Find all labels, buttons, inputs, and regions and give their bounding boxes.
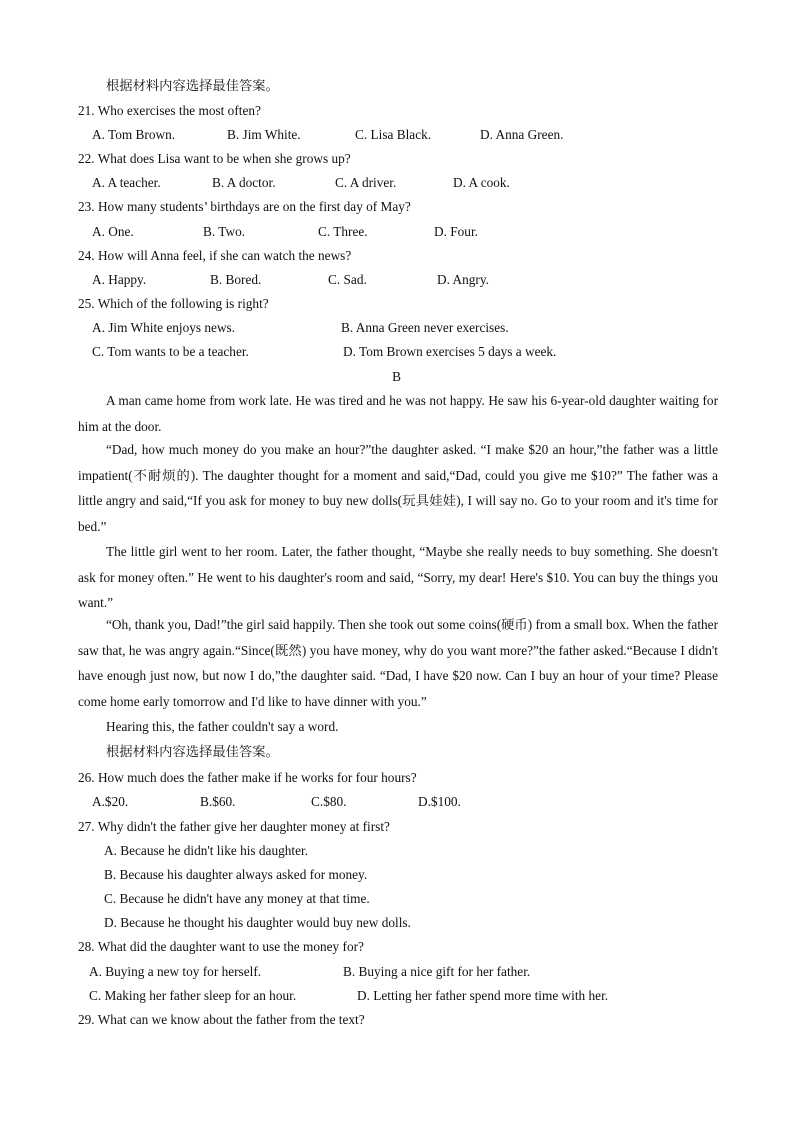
paragraph-text: “Dad, how much money do you make an hour?”the daughter asked. “I make $20 an hour,”the father was a little impatient(不耐烦的). The daughter thought for a moment and said,“Dad, could you give me $10?” The father was a little angry and said,“If you ask for money to buy new dolls(玩具娃娃), I will say no. Go to your room and it's time for bed.” (78, 442, 718, 534)
option-c[interactable]: C. Lisa Black. (355, 127, 432, 142)
option-a[interactable]: A. Tom Brown. (92, 127, 176, 142)
paragraph-text: A man came home from work late. He was tired and he was not happy. He saw his 6-year-old daughter waiting for him at the door. (78, 393, 718, 434)
option-a[interactable]: A. Jim White enjoys news. (92, 320, 236, 335)
option-c[interactable]: C. Because he didn't have any money at that time. (104, 891, 370, 906)
question-stem: 23. How many students’ birthdays are on the first day of May? (78, 199, 411, 214)
option-a[interactable]: A. Because he didn't like his daughter. (104, 843, 309, 858)
question-stem: 25. Which of the following is right? (78, 296, 269, 311)
passage-paragraph (78, 714, 718, 740)
option-c[interactable]: C. Tom wants to be a teacher. (92, 344, 249, 359)
option-b[interactable]: B. Because his daughter always asked for money. (104, 867, 368, 882)
option-d[interactable]: D. Anna Green. (480, 127, 564, 142)
option-b[interactable]: B.$60. (200, 794, 236, 809)
paragraph-text: The little girl went to her room. Later, the father thought, “Maybe she really needs to buy something. She doesn't ask for money often.” He went to his daughter's room and said, “Sorry, my dear! Here's $10. You can buy the things you want.” (78, 544, 718, 610)
option-a[interactable]: A. Buying a new toy for herself. (89, 964, 262, 979)
option-a[interactable]: A. A teacher. (92, 175, 161, 190)
option-d[interactable]: D. Letting her father spend more time with her. (357, 988, 609, 1003)
section-heading: B (392, 369, 401, 384)
option-b[interactable]: B. Bored. (210, 272, 262, 287)
option-d[interactable]: D. Angry. (437, 272, 489, 287)
option-c[interactable]: C.$80. (311, 794, 347, 809)
option-a[interactable]: A.$20. (92, 794, 129, 809)
question-stem: 21. Who exercises the most often? (78, 103, 261, 118)
option-b[interactable]: B. Anna Green never exercises. (341, 320, 509, 335)
option-b[interactable]: B. Jim White. (227, 127, 301, 142)
question-stem: 29. What can we know about the father from the text? (78, 1012, 365, 1027)
option-c[interactable]: C. A driver. (335, 175, 397, 190)
option-a[interactable]: A. Happy. (92, 272, 147, 287)
question-stem: 28. What did the daughter want to use the money for? (78, 939, 364, 954)
question-stem: 24. How will Anna feel, if she can watch the news? (78, 248, 352, 263)
question-stem: 27. Why didn't the father give her daughter money at first? (78, 819, 390, 834)
option-b[interactable]: B. A doctor. (212, 175, 276, 190)
passage-paragraph (78, 388, 718, 439)
option-c[interactable]: C. Three. (318, 224, 368, 239)
option-d[interactable]: D. Tom Brown exercises 5 days a week. (343, 344, 557, 359)
option-b[interactable]: B. Two. (203, 224, 246, 239)
option-a[interactable]: A. One. (92, 224, 134, 239)
passage-paragraph (78, 612, 718, 714)
option-d[interactable]: D. Because he thought his daughter would buy new dolls. (104, 915, 411, 930)
paragraph-text: Hearing this, the father couldn't say a word. (106, 719, 339, 734)
option-c[interactable]: C. Sad. (328, 272, 367, 287)
option-c[interactable]: C. Making her father sleep for an hour. (89, 988, 297, 1003)
paragraph-text: “Oh, thank you, Dad!”the girl said happily. Then she took out some coins(硬币) from a small box. When the father saw that, he was angry again.“Since(既然) you have money, why do you want more?”the father asked.“Because I didn't have enough just now, but now I do,”the daughter said. “Dad, I have $20 now. Can I buy an hour of your time? Please come home early tomorrow and I'd like to have dinner with you.” (78, 617, 719, 709)
option-d[interactable]: D. A cook. (453, 175, 510, 190)
section-instruction: 根据材料内容选择最佳答案。 (106, 78, 279, 93)
question-stem: 26. How much does the father make if he works for four hours? (78, 770, 417, 785)
option-d[interactable]: D. Four. (434, 224, 478, 239)
passage-paragraph (78, 539, 718, 616)
question-stem: 22. What does Lisa want to be when she grows up? (78, 151, 351, 166)
section-instruction: 根据材料内容选择最佳答案。 (106, 744, 279, 759)
passage-paragraph (78, 437, 718, 539)
option-d[interactable]: D.$100. (418, 794, 461, 809)
option-b[interactable]: B. Buying a nice gift for her father. (343, 964, 531, 979)
